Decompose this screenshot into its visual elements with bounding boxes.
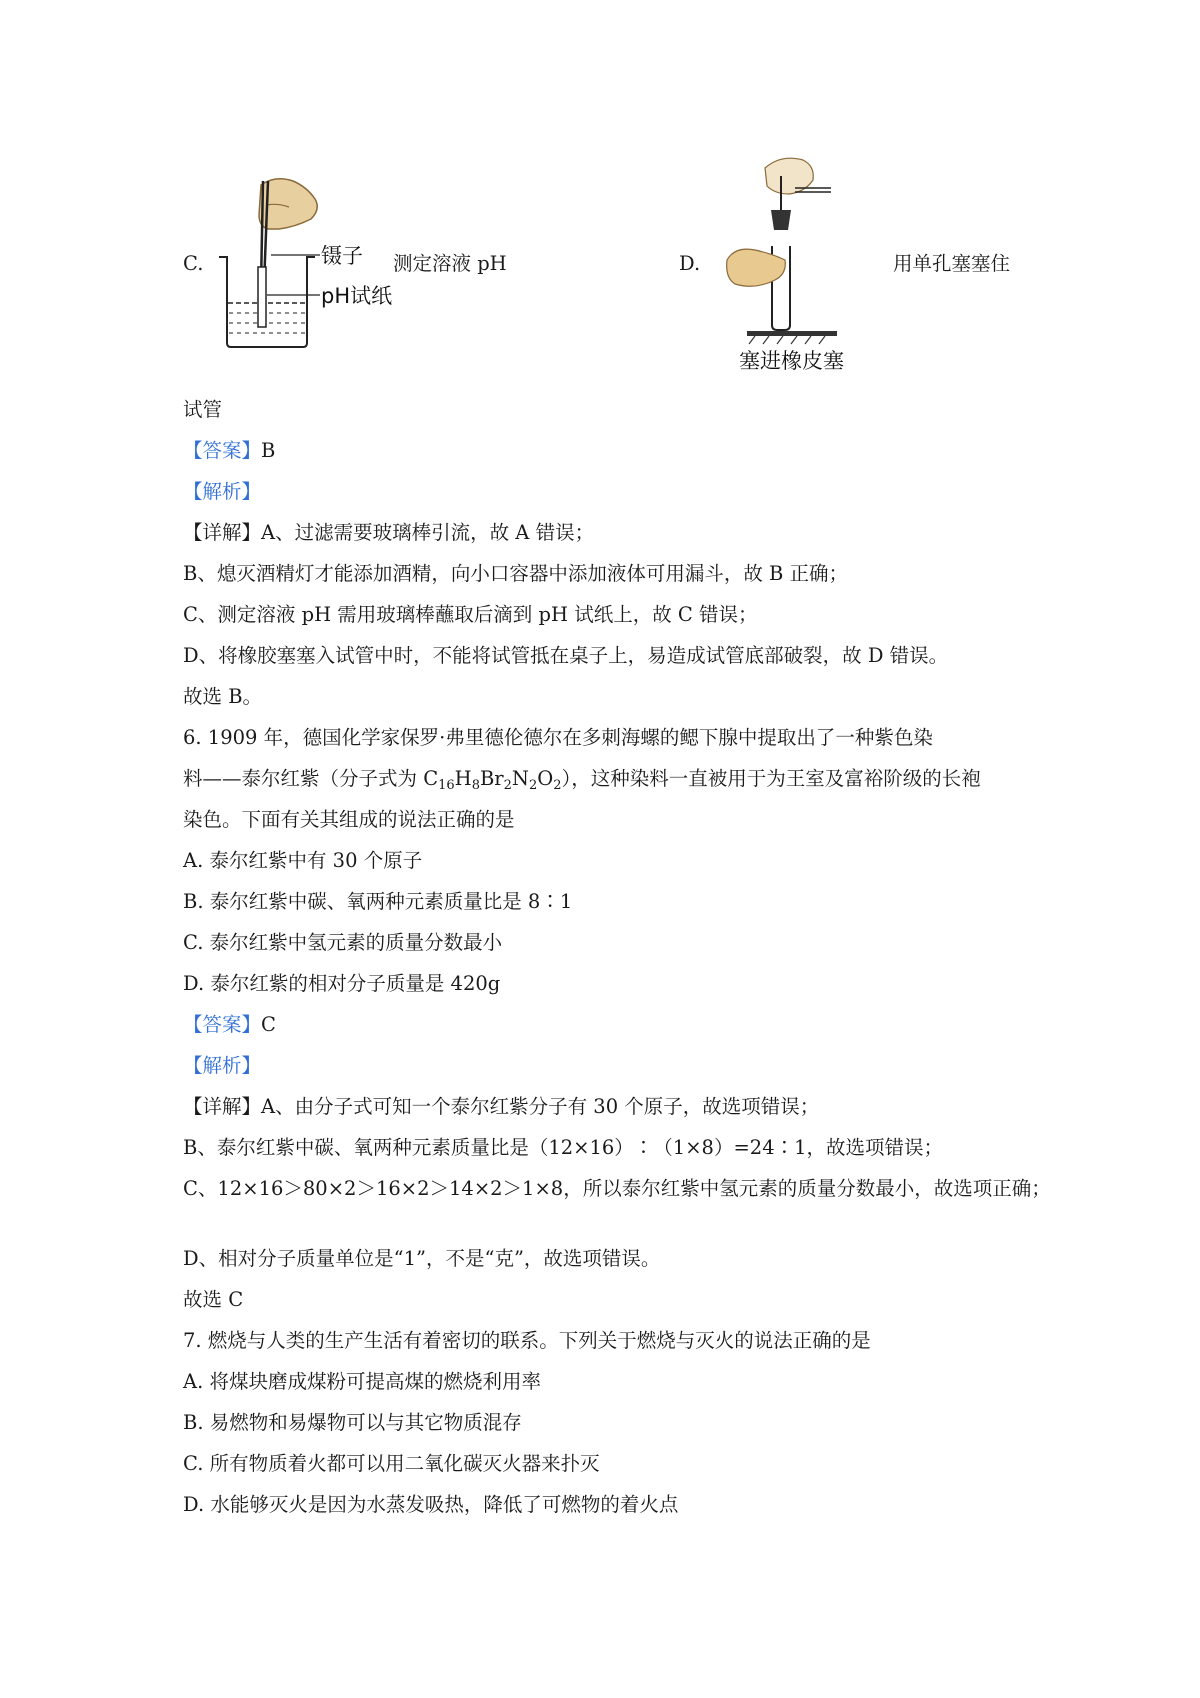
- q6-option-d: D. 泰尔红紫的相对分子质量是 420g: [183, 972, 501, 995]
- option-c-caption: 测定溶液 pH: [393, 252, 507, 275]
- option-d-caption: 用单孔塞塞住: [893, 252, 1011, 275]
- q5-detail-a: 【详解】A、过滤需要玻璃棒引流，故 A 错误；: [183, 521, 595, 544]
- q7-option-a: A. 将煤块磨成煤粉可提高煤的燃烧利用率: [183, 1370, 541, 1393]
- q5-conclusion: 故选 B。: [183, 685, 263, 708]
- q6-option-c: C. 泰尔红紫中氢元素的质量分数最小: [183, 931, 503, 954]
- q6-analysis: [183, 1052, 261, 1080]
- q7-stem: 7. 燃烧与人类的生产生活有着密切的联系。下列关于燃烧与灭火的说法正确的是: [183, 1329, 871, 1352]
- lower-hand-icon: [727, 249, 786, 286]
- q6-detail-c: C、12×16＞80×2＞16×2＞14×2＞1×8，所以泰尔红紫中氢元素的质量分数最小，故选项正确；: [183, 1177, 1051, 1200]
- option-d-caption-cont: 试管: [183, 398, 223, 421]
- q6-stem-line1: 6. 1909 年，德国化学家保罗·弗里德伦德尔在多刺海螺的鳃下腺中提取出了一种紫色染: [183, 726, 933, 749]
- q6-detail-b: B、泰尔红紫中碳、氧两种元素质量比是（12×16）∶（1×8）=24∶1，故选项错误；: [183, 1136, 944, 1159]
- ph-test-figure: [215, 175, 395, 350]
- answer-tag: 【答案】: [183, 1013, 262, 1036]
- q5-answer-value: B: [261, 439, 276, 462]
- table-icon: [747, 331, 837, 336]
- q5-detail-c: C、测定溶液 pH 需用玻璃棒蘸取后滴到 pH 试纸上，故 C 错误；: [183, 603, 758, 626]
- q5-detail-d: D、将橡胶塞塞入试管中时，不能将试管抵在桌子上，易造成试管底部破裂，故 D 错误。: [183, 644, 949, 667]
- molecular-formula: $C_{16}H_8Br_2N_2O_2$: [423, 767, 562, 793]
- stopper-figure-label: 塞进橡皮塞: [739, 349, 844, 373]
- stopper-figure: [725, 150, 875, 375]
- q6-option-b: B. 泰尔红紫中碳、氧两种元素质量比是 8∶1: [183, 890, 573, 913]
- q6-stem-line2: 料——泰尔红紫（分子式为 $C_{16}H_8Br_2N_2O_2$），这种染料一直被用于为王室及富裕阶级的长袍: [183, 767, 981, 793]
- beaker-icon: [219, 257, 315, 347]
- q7-option-d: D. 水能够灭火是因为水蒸发吸热，降低了可燃物的着火点: [183, 1493, 679, 1516]
- ph-paper-label: pH试纸: [321, 284, 393, 308]
- option-d-label: D.: [679, 252, 701, 275]
- q5-detail-b: B、熄灭酒精灯才能添加酒精，向小口容器中添加液体可用漏斗，故 B 正确；: [183, 562, 849, 585]
- q6-answer-value: C: [261, 1013, 276, 1036]
- q6-conclusion: 故选 C: [183, 1288, 244, 1311]
- q6-stem-line3: 染色。下面有关其组成的说法正确的是: [183, 808, 515, 831]
- q6-detail-a: 【详解】A、由分子式可知一个泰尔红紫分子有 30 个原子，故选项错误；: [183, 1095, 820, 1118]
- q7-option-c: C. 所有物质着火都可以用二氧化碳灭火器来扑灭: [183, 1452, 600, 1475]
- q5-analysis: [183, 478, 261, 506]
- ph-paper-icon: [258, 267, 266, 327]
- q6-answer: [183, 1011, 276, 1039]
- q6-option-a: A. 泰尔红紫中有 30 个原子: [183, 849, 423, 872]
- tweezer-label: 镊子: [321, 244, 363, 268]
- analysis-tag: 【解析】: [183, 480, 262, 503]
- analysis-tag: 【解析】: [183, 1054, 262, 1077]
- q6-detail-d: D、相对分子质量单位是“1”，不是“克”，故选项错误。: [183, 1247, 661, 1270]
- option-c-label: C.: [183, 252, 204, 275]
- q5-answer: [183, 437, 275, 465]
- q7-option-b: B. 易燃物和易爆物可以与其它物质混存: [183, 1411, 522, 1434]
- answer-tag: 【答案】: [183, 439, 262, 462]
- stopper-icon: [771, 210, 791, 230]
